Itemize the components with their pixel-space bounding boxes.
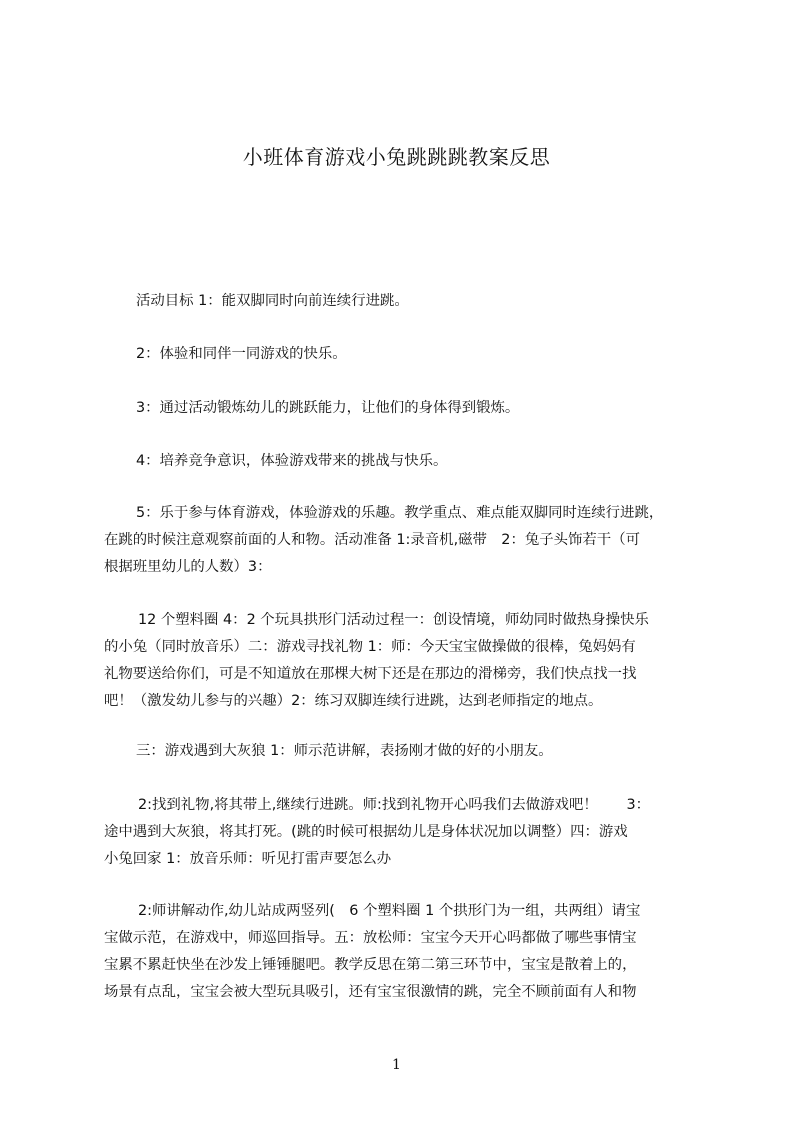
text-line: 吧！（激发幼儿参与的兴趣）2：练习双脚连续行进跳，达到老师指定的地点。 [104, 693, 603, 709]
paragraph-objective-5 [104, 500, 663, 581]
text-line: 3：通过活动锻炼幼儿的跳跃能力，让他们的身体得到锻炼。 [136, 400, 520, 416]
text-line: 的小兔（同时放音乐）二：游戏寻找礼物 1：师：今天宝宝做操做的很棒，兔妈妈有 [104, 639, 636, 655]
document-title: 小班体育游戏小兔跳跳跳教案反思 [242, 145, 551, 169]
text-line: 4：培养竞争意识，体验游戏带来的挑战与快乐。 [136, 453, 448, 469]
text-line: 小兔回家 1：放音乐师：听见打雷声要怎么办 [104, 851, 392, 867]
text-line: 活动目标 1：能双脚同时向前连续行进跳。 [136, 293, 409, 309]
text-line: 根据班里幼儿的人数）3： [104, 559, 272, 575]
text-line: 场景有点乱，宝宝会被大型玩具吸引，还有宝宝很激情的跳，完全不顾前面有人和物 [104, 984, 637, 1000]
paragraph-reflection [104, 898, 640, 1006]
text-line: 2:师讲解动作,幼儿站成两竖列( 6 个塑料圈 1 个拱形门为一组，共两组）请宝 [138, 903, 641, 919]
text-line: 宝累不累赶快坐在沙发上锤锤腿吧。教学反思在第二第三环节中，宝宝是散着上的， [104, 957, 637, 973]
text-line: 2:找到礼物,将其带上,继续行进跳。师:找到礼物开心吗我们去做游戏吧！ 3： [138, 797, 651, 813]
paragraph-activity-process [104, 607, 649, 715]
paragraph-continue-jump [104, 792, 650, 873]
page-number: 1 [392, 1057, 401, 1073]
paragraph-game-wolf [136, 738, 553, 765]
text-line: 三：游戏遇到大灰狼 1：师示范讲解，表扬刚才做的好的小朋友。 [136, 743, 553, 759]
text-line: 在跳的时候注意观察前面的人和物。活动准备 1:录音机,磁带 2：兔子头饰若干（可 [104, 532, 640, 548]
text-line: 礼物要送给你们，可是不知道放在那棵大树下还是在那边的滑梯旁，我们快点找一找 [104, 666, 637, 682]
paragraph-objective-4 [136, 448, 447, 475]
text-line: 5：乐于参与体育游戏，体验游戏的乐趣。教学重点、难点能双脚同时连续行进跳， [136, 505, 664, 521]
paragraph-objective-3 [136, 395, 519, 422]
paragraph-objective-1 [136, 288, 409, 315]
paragraph-objective-2 [136, 341, 347, 368]
text-line: 途中遇到大灰狼，将其打死。(跳的时候可根据幼儿是身体状况加以调整）四：游戏 [104, 824, 628, 840]
text-line: 12 个塑料圈 4：2 个玩具拱形门活动过程一：创设情境，师幼同时做热身操快乐 [138, 612, 649, 628]
text-line: 2：体验和同伴一同游戏的快乐。 [136, 346, 347, 362]
text-line: 宝做示范，在游戏中，师巡回指导。五：放松师：宝宝今天开心吗都做了哪些事情宝 [104, 930, 637, 946]
